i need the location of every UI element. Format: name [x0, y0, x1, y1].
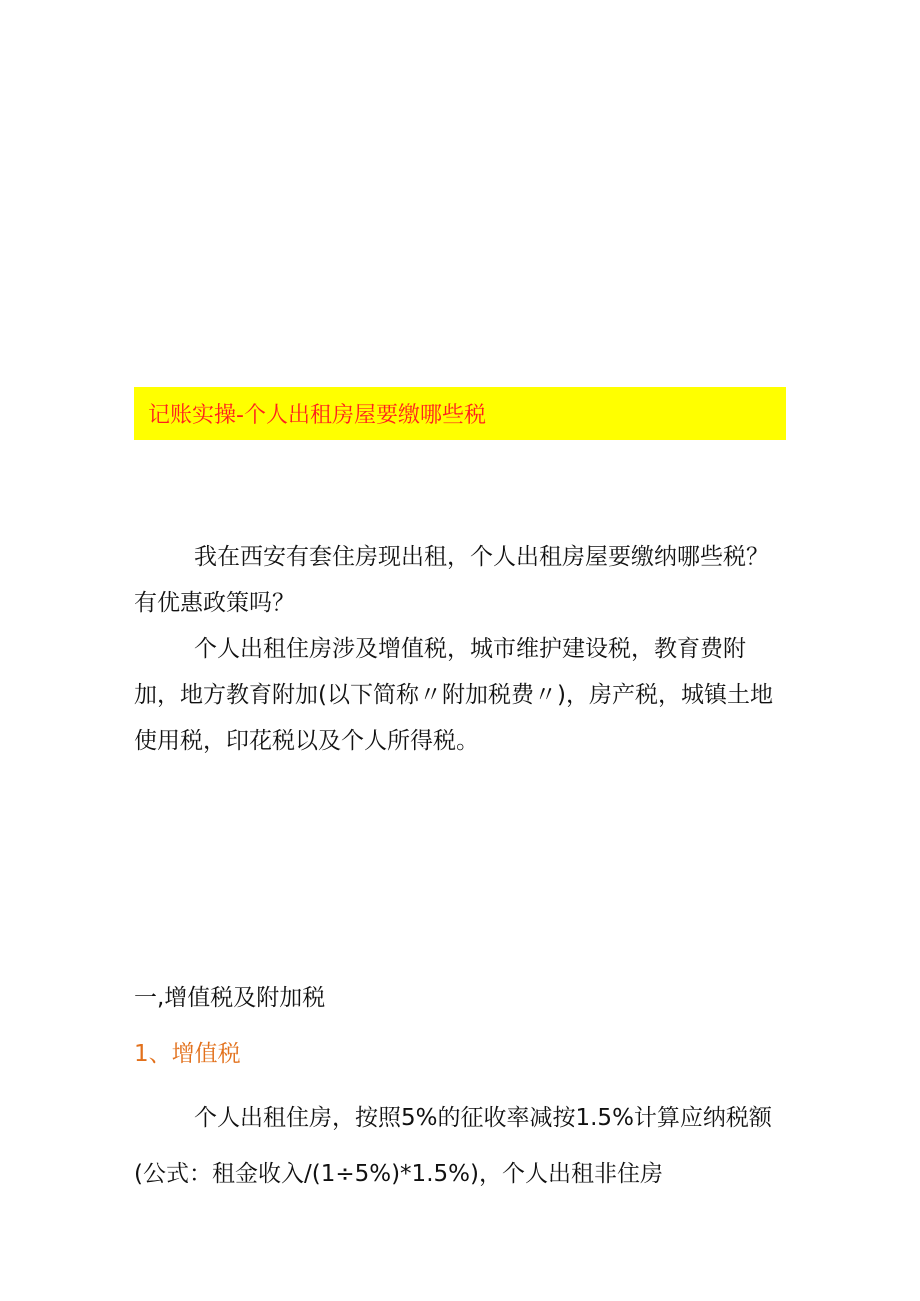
- paragraph-vat: 个人出租住房，按照5%的征收率减按1.5%计算应纳税额(公式：租金收入/(1÷5%)*1.5%)，个人出租非住房: [134, 1105, 772, 1187]
- title-highlight-bar: [134, 387, 786, 440]
- paragraph-answer: 个人出租住房涉及增值税，城市维护建设税，教育费附加，地方教育附加(以下简称〃附加税费〃)，房产税，城镇土地使用税，印花税以及个人所得税。: [134, 636, 773, 754]
- section-heading: 一,增值税及附加税: [134, 985, 326, 1011]
- paragraph-question: 我在西安有套住房现出租，个人出租房屋要缴纳哪些税？有优惠政策吗？: [134, 544, 769, 616]
- sub-heading: 1、增值税: [134, 1041, 241, 1067]
- document-title: 记账实操-个人出租房屋要缴哪些税: [148, 403, 486, 428]
